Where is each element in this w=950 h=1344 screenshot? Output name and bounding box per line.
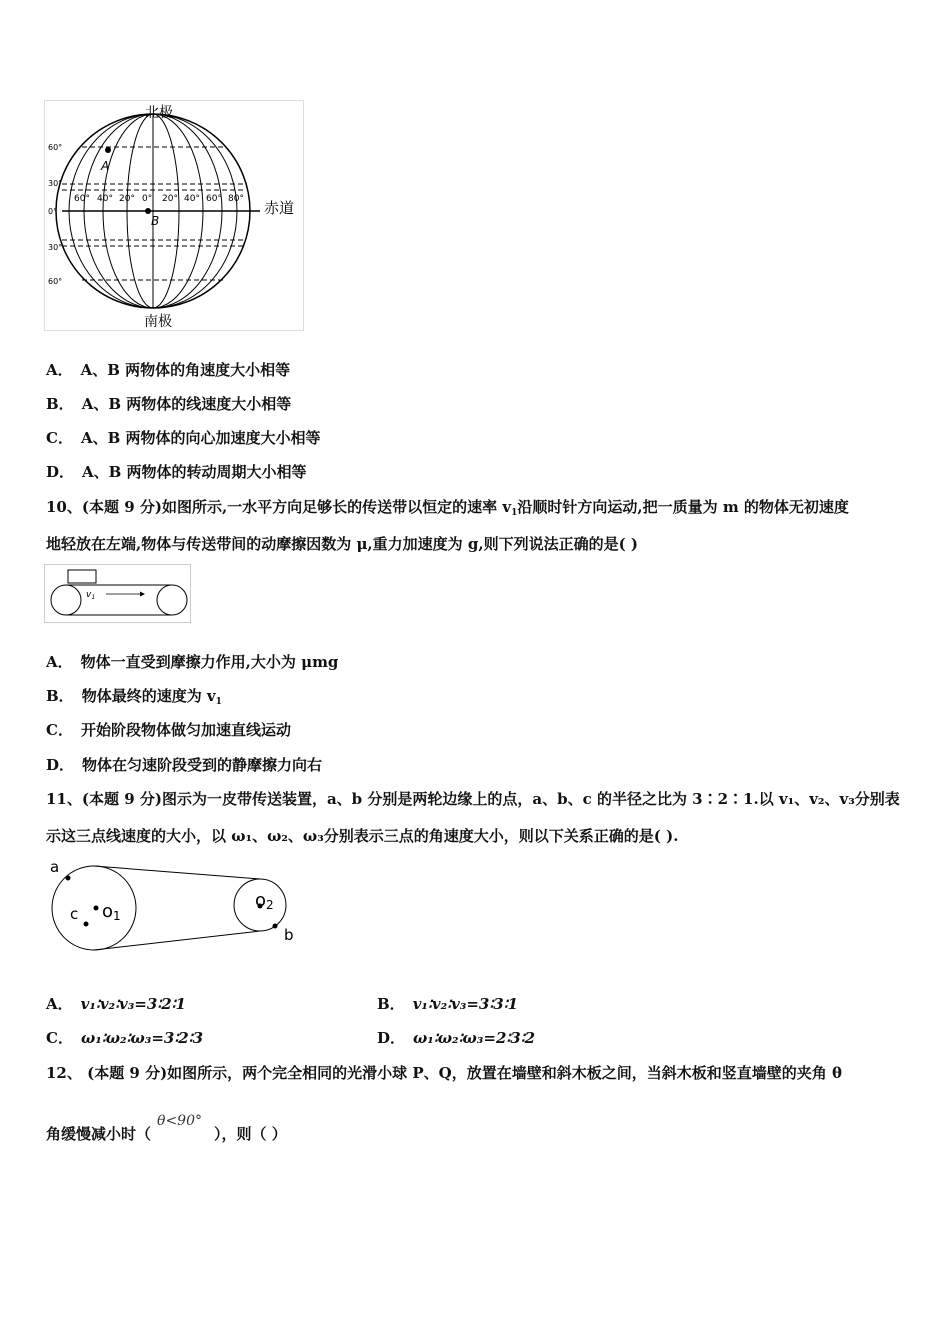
option-letter: D．	[46, 756, 75, 774]
option-letter: D．	[46, 463, 75, 481]
q10-text: 10、(本题 9 分)如图所示,一水平方向足够长的传送带以恒定的速率 v	[46, 498, 512, 516]
option-letter: A．	[46, 995, 73, 1013]
conveyor-belt-figure	[44, 564, 192, 624]
point-a-marker	[105, 147, 111, 153]
block	[68, 570, 96, 583]
point-c-label: c	[70, 905, 79, 923]
q12-text: 角缓慢减小时（	[46, 1125, 152, 1143]
option-text: 物体在匀速阶段受到的静摩擦力向右	[82, 756, 323, 774]
q11-option-a	[46, 994, 186, 1014]
option-letter: C．	[46, 721, 73, 739]
option-letter: A．	[46, 653, 73, 671]
lon-label: 20°	[119, 194, 135, 204]
belt-pulley-figure	[44, 856, 304, 956]
option-text: v₁∶v₂∶v₃=3∶2∶1	[80, 995, 186, 1013]
option-text: A、B 两物体的线速度大小相等	[81, 395, 292, 413]
point-b-dot	[273, 924, 278, 929]
lon-label: 60°	[206, 194, 222, 204]
option-letter: A．	[46, 361, 73, 379]
q10-stem-line1	[46, 497, 849, 523]
option-text: v₁∶v₂∶v₃=3∶3∶1	[412, 995, 519, 1013]
q11-option-c	[46, 1028, 203, 1048]
q12-stem-line2	[46, 1113, 287, 1145]
q10-sub: 1	[511, 508, 518, 518]
north-pole-label: 北极	[145, 105, 173, 121]
option-text: 物体一直受到摩擦力作用,大小为 μmg	[80, 653, 339, 671]
right-roller	[157, 585, 187, 615]
q11-option-d	[377, 1028, 535, 1048]
lat-label: 30°	[48, 179, 63, 188]
option-sub: 1	[215, 697, 222, 707]
q11-stem-line1	[46, 789, 900, 809]
option-letter: C．	[46, 429, 73, 447]
point-a-dot	[66, 876, 71, 881]
q10-stem-line2	[46, 534, 638, 554]
lat-label: 30°	[48, 243, 63, 252]
q10-option-c	[46, 720, 291, 740]
option-text: 开始阶段物体做匀加速直线运动	[80, 721, 291, 739]
lat-label: 60°	[48, 143, 63, 152]
south-pole-label: 南极	[144, 314, 172, 330]
q10-text-tail: 沿顺时针方向运动,把一质量为 m 的物体无初速度	[517, 498, 849, 516]
option-letter: B．	[377, 995, 405, 1013]
q10-text: 地轻放在左端,物体与传送带间的动摩擦因数为 μ,重力加速度为 g,则下列说法正确的是( )	[46, 535, 638, 553]
q12-stem-line1	[46, 1063, 842, 1083]
lat-label: 0°	[48, 207, 58, 216]
q11-option-b	[377, 994, 518, 1014]
q10-option-a	[46, 652, 338, 672]
belt-top	[94, 866, 260, 879]
q11-stem-line2	[46, 826, 678, 846]
velocity-label: $v_1$	[86, 590, 96, 601]
center-o2-label: o2	[255, 890, 274, 912]
q12-text: 12、 (本题 9 分)如图所示，两个完全相同的光滑小球 P、Q，放置在墙壁和斜木板之间，当斜木板和竖直墙壁的夹角 θ	[46, 1064, 842, 1082]
point-a-label: a	[50, 858, 60, 876]
option-letter: C．	[46, 1029, 73, 1047]
lon-label: 60°	[74, 194, 90, 204]
q10-option-d	[46, 755, 322, 775]
q9-option-a	[46, 360, 290, 380]
option-text: A、B 两物体的转动周期大小相等	[82, 463, 307, 481]
q12-formula: θ<90°	[157, 1113, 202, 1129]
center-o1-label: o1	[102, 901, 121, 923]
center-o1-dot	[94, 906, 99, 911]
option-text: 物体最终的速度为 v	[81, 687, 216, 705]
q9-option-d	[46, 462, 307, 482]
option-text: A、B 两物体的角速度大小相等	[80, 361, 291, 379]
q11-text: 示这三点线速度的大小，以 ω₁、ω₂、ω₃分别表示三点的角速度大小，则以下关系正确的是( ).	[46, 827, 679, 845]
option-letter: B．	[46, 687, 74, 705]
lon-label: 0°	[142, 194, 153, 204]
point-b-label: b	[284, 926, 294, 944]
point-a-label: A	[101, 159, 110, 173]
lon-label: 20°	[162, 194, 178, 204]
option-text: ω₁∶ω₂∶ω₃=2∶3∶2	[413, 1029, 536, 1047]
lon-label: 40°	[97, 194, 113, 204]
option-text: ω₁∶ω₂∶ω₃=3∶2∶3	[80, 1029, 204, 1047]
q9-option-b	[46, 394, 291, 414]
option-letter: B．	[46, 395, 74, 413]
point-c-dot	[84, 922, 89, 927]
q10-option-b	[46, 686, 222, 712]
q12-text: ），则（ ）	[214, 1125, 287, 1143]
lat-label: 60°	[48, 277, 63, 286]
q9-option-c	[46, 428, 321, 448]
q11-text: 11、(本题 9 分)图示为一皮带传送装置，a、b 分别是两轮边缘上的点，a、b、c 的半径之比为 3∶2∶1.以 v₁、v₂、v₃分别表	[46, 790, 900, 808]
equator-label: 赤道	[264, 199, 295, 217]
globe-figure	[44, 100, 306, 332]
option-text: A、B 两物体的向心加速度大小相等	[80, 429, 321, 447]
left-roller	[51, 585, 81, 615]
point-b-label: B	[151, 214, 160, 228]
lon-label: 80°	[228, 194, 244, 204]
belt-bottom	[94, 931, 260, 950]
option-letter: D．	[377, 1029, 406, 1047]
lon-label: 40°	[184, 194, 200, 204]
